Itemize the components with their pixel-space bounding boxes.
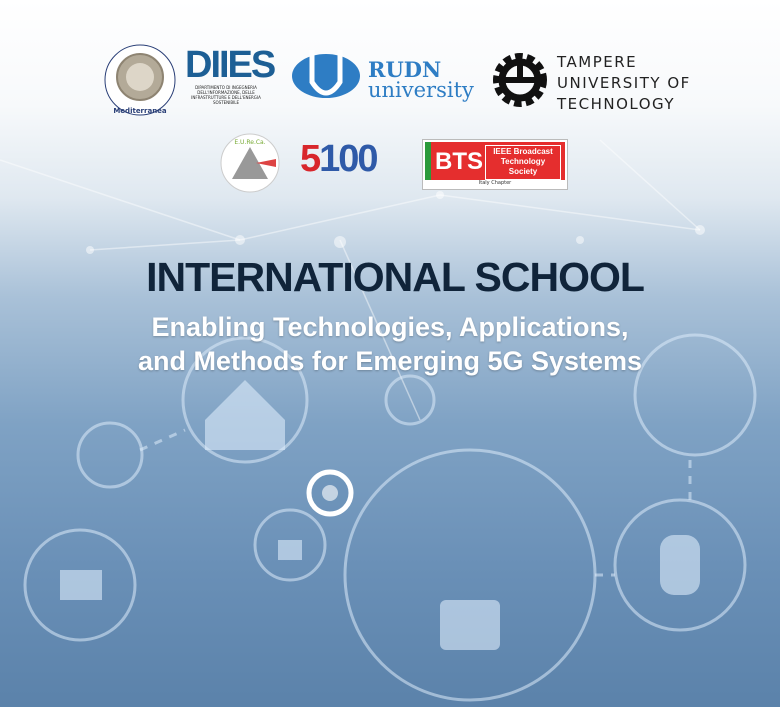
rudn-wordmark: RUDN university	[368, 57, 474, 102]
gear-icon	[386, 376, 434, 424]
page-title: INTERNATIONAL SCHOOL	[146, 254, 644, 300]
robot-arm-icon	[345, 450, 595, 700]
5-100-logo: 5100	[300, 138, 377, 180]
tampere-wordmark: TAMPERE UNIVERSITY OF TECHNOLOGY	[557, 53, 691, 113]
upload-download-icon	[78, 423, 142, 487]
reggio-calabria-seal-logo	[100, 43, 180, 118]
tampere-gear-logo	[490, 50, 550, 110]
subtitle-line-1: Enabling Technologies, Applications,	[151, 312, 629, 342]
subtitle-line-2: and Methods for Emerging 5G Systems	[137, 346, 643, 376]
svg-text:Mediterranea: Mediterranea	[113, 107, 167, 115]
ieee-bts-logo: BTS IEEE Broadcast Technology Society Italy Chapter	[423, 140, 567, 189]
svg-text:E.U.Re.Ca.: E.U.Re.Ca.	[234, 139, 266, 146]
eureca-logo	[218, 133, 282, 193]
rudn-globe-logo	[290, 48, 362, 106]
diies-logo: DIIES DIPARTIMENTO DI INGEGNERIA DELL'INFORMAZIONE, DELLE INFRASTRUTTURE E DELL'ENERGIA SOSTENIBILE	[185, 44, 275, 105]
